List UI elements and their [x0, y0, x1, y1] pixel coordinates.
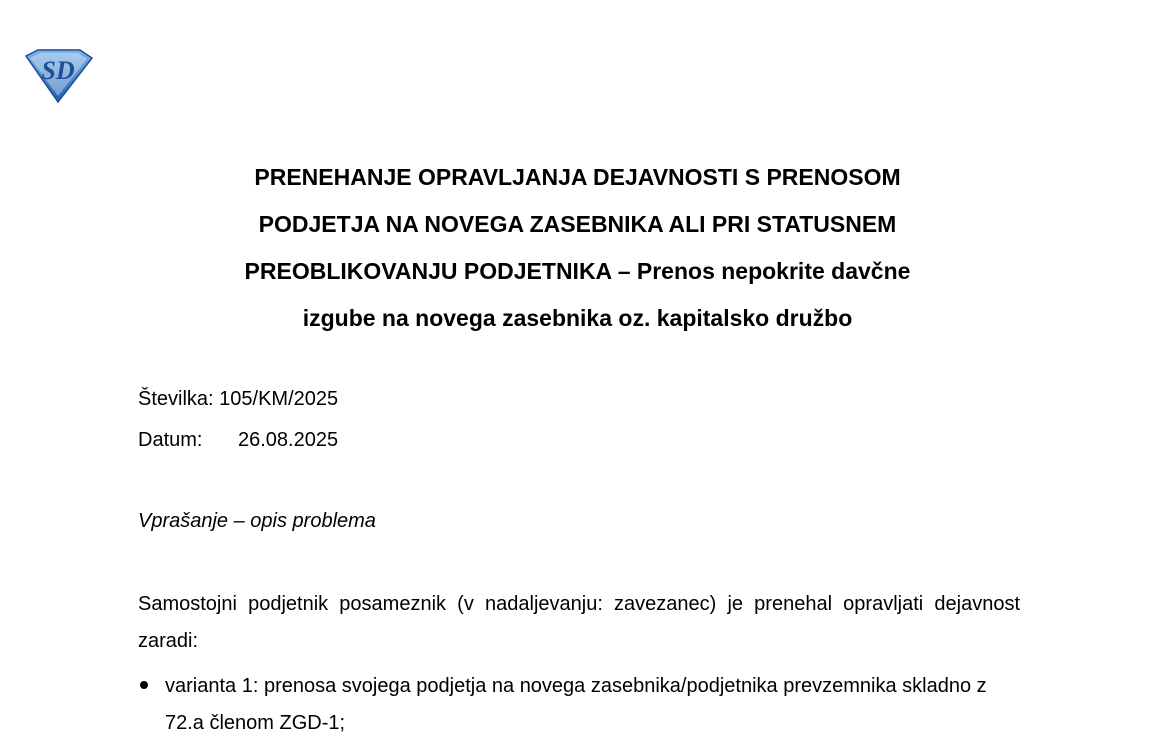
list-item-text: varianta 1: prenosa svojega podjetja na novega zasebnika/podjetnika prevzemnika skladno z 72.a členom ZGD-1;	[165, 675, 987, 734]
bullet-icon	[140, 681, 148, 689]
title-line: izgube na novega zasebnika oz. kapitalsko družbo	[302, 305, 853, 331]
bullet-list	[138, 668, 1020, 742]
section-heading: Vprašanje – opis problema	[138, 510, 376, 532]
number-label: Številka:	[138, 388, 214, 410]
document-date	[138, 428, 338, 452]
logo-icon	[20, 46, 96, 104]
sd-shield-logo	[20, 46, 96, 104]
list-item	[138, 668, 1020, 742]
svg-text:SD: SD	[41, 56, 75, 85]
title-line: PRENEHANJE OPRAVLJANJA DEJAVNOSTI S PRENOSOM	[254, 164, 901, 190]
document-title	[120, 154, 1035, 342]
document-number	[138, 387, 338, 411]
number-value: 105/KM/2025	[219, 388, 339, 410]
body-paragraph: Samostojni podjetnik posameznik (v nadaljevanju: zavezanec) je prenehal opravljati dejavnost zaradi:	[138, 593, 1020, 652]
date-label: Datum:	[138, 429, 203, 451]
title-line: PODJETJA NA NOVEGA ZASEBNIKA ALI PRI STATUSNEM	[258, 211, 897, 237]
date-value: 26.08.2025	[238, 429, 339, 451]
title-line: PREOBLIKOVANJU PODJETNIKA – Prenos nepokrite davčne	[244, 258, 911, 284]
